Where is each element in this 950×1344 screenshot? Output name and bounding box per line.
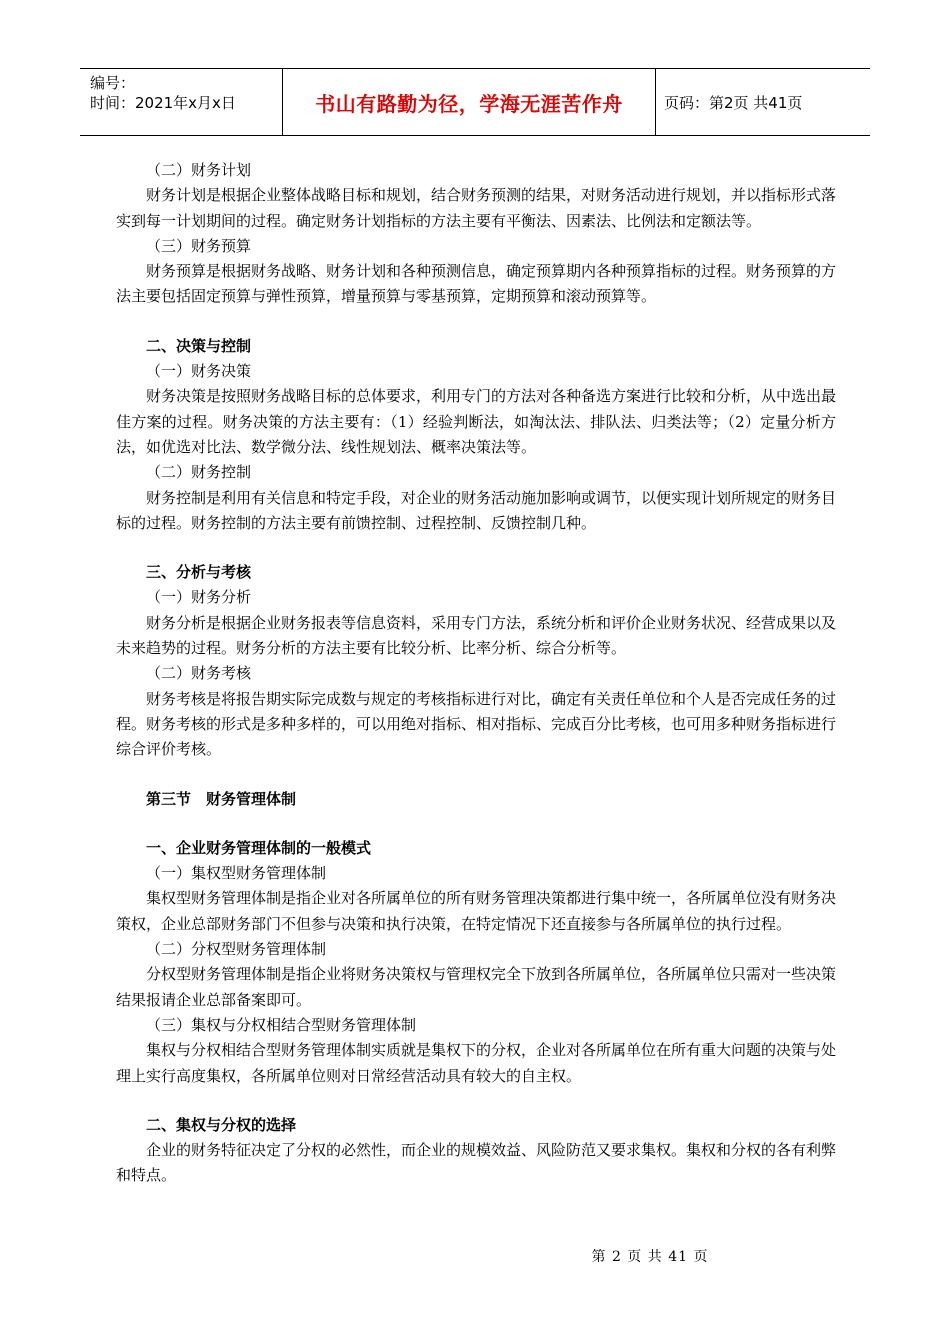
chapter-section-title: 第三节 财务管理体制	[146, 789, 297, 808]
document-body	[116, 158, 836, 1189]
subheading: （二）财务考核	[146, 664, 252, 683]
header-meta-cell	[80, 69, 283, 135]
paragraph: 财务预算是根据财务战略、财务计划和各种预测信息，确定预算期内各种预算指标的过程。财务预算的方法主要包括固定预算与弹性预算，增量预算与零基预算，定期预算和滚动预算等。	[116, 262, 837, 306]
subheading: （二）分权型财务管理体制	[146, 940, 327, 959]
subheading: （一）财务分析	[146, 588, 252, 607]
date-label: 时间：2021年x月x日	[90, 94, 236, 112]
paragraph: 企业的财务特征决定了分权的必然性，而企业的规模效益、风险防范又要求集权。集权和分权的各有利弊和特点。	[116, 1141, 837, 1185]
paragraph: 分权型财务管理体制是指企业将财务决策权与管理权完全下放到各所属单位，各所属单位只需对一些决策结果报请企业总部备案即可。	[116, 965, 837, 1009]
paragraph: 集权型财务管理体制是指企业对各所属单位的所有财务管理决策都进行集中统一，各所属单位没有财务决策权，企业总部财务部门不但参与决策和执行决策，在特定情况下还直接参与各所属单位的执行过程。	[116, 889, 837, 933]
section-heading: 二、集权与分权的选择	[146, 1115, 297, 1134]
subheading: （二）财务计划	[146, 161, 252, 179]
subheading: （一）财务决策	[146, 362, 252, 381]
section-heading: 二、决策与控制	[146, 336, 252, 355]
paragraph: 财务分析是根据企业财务报表等信息资料，采用专门方法，系统分析和评价企业财务状况、经营成果以及未来趋势的过程。财务分析的方法主要有比较分析、比率分析、综合分析等。	[116, 613, 837, 658]
paragraph: 财务控制是利用有关信息和特定手段，对企业的财务活动施加影响或调节，以便实现计划所规定的财务目标的过程。财务控制的方法主要有前馈控制、过程控制、反馈控制几种。	[116, 488, 837, 532]
paragraph: 财务计划是根据企业整体战略目标和规划，结合财务预测的结果，对财务活动进行规划，并以指标形式落实到每一计划期间的过程。确定财务计划指标的方法主要有平衡法、因素法、比例法和定额法等。	[116, 186, 837, 230]
paragraph: 集权与分权相结合型财务管理体制实质就是集权下的分权，企业对各所属单位在所有重大问题的决策与处理上实行高度集权，各所属单位则对日常经营活动具有较大的自主权。	[116, 1041, 837, 1085]
section-heading: 一、企业财务管理体制的一般模式	[146, 838, 372, 857]
page-footer: 第 2 页 共 41 页	[591, 1249, 709, 1265]
subheading: （二）财务控制	[146, 463, 252, 482]
page-info: 页码：第2页 共41页	[664, 93, 803, 112]
section-heading: 三、分析与考核	[146, 563, 252, 582]
header-page-cell	[656, 69, 870, 135]
serial-label: 编号：	[90, 74, 136, 92]
motto: 书山有路勤为径，学海无涯苦作舟	[315, 91, 623, 116]
header-motto-cell	[283, 69, 656, 135]
subheading: （三）财务预算	[146, 236, 252, 255]
subheading: （三）集权与分权相结合型财务管理体制	[146, 1015, 417, 1034]
subheading: （一）集权型财务管理体制	[146, 864, 327, 883]
paragraph: 财务考核是将报告期实际完成数与规定的考核指标进行对比，确定有关责任单位和个人是否完成任务的过程。财务考核的形式是多种多样的，可以用绝对指标、相对指标、完成百分比考核，也可用多种财务指标进行综合评价考核。	[116, 689, 837, 759]
paragraph: 财务决策是按照财务战略目标的总体要求，利用专门的方法对各种备选方案进行比较和分析，从中选出最佳方案的过程。财务决策的方法主要有：（1）经验判断法，如淘汰法、排队法、归类法等；（2）定量分析方法，如优选对比法、数学微分法、线性规划法、概率决策法等。	[116, 387, 837, 456]
header-table	[80, 68, 870, 136]
